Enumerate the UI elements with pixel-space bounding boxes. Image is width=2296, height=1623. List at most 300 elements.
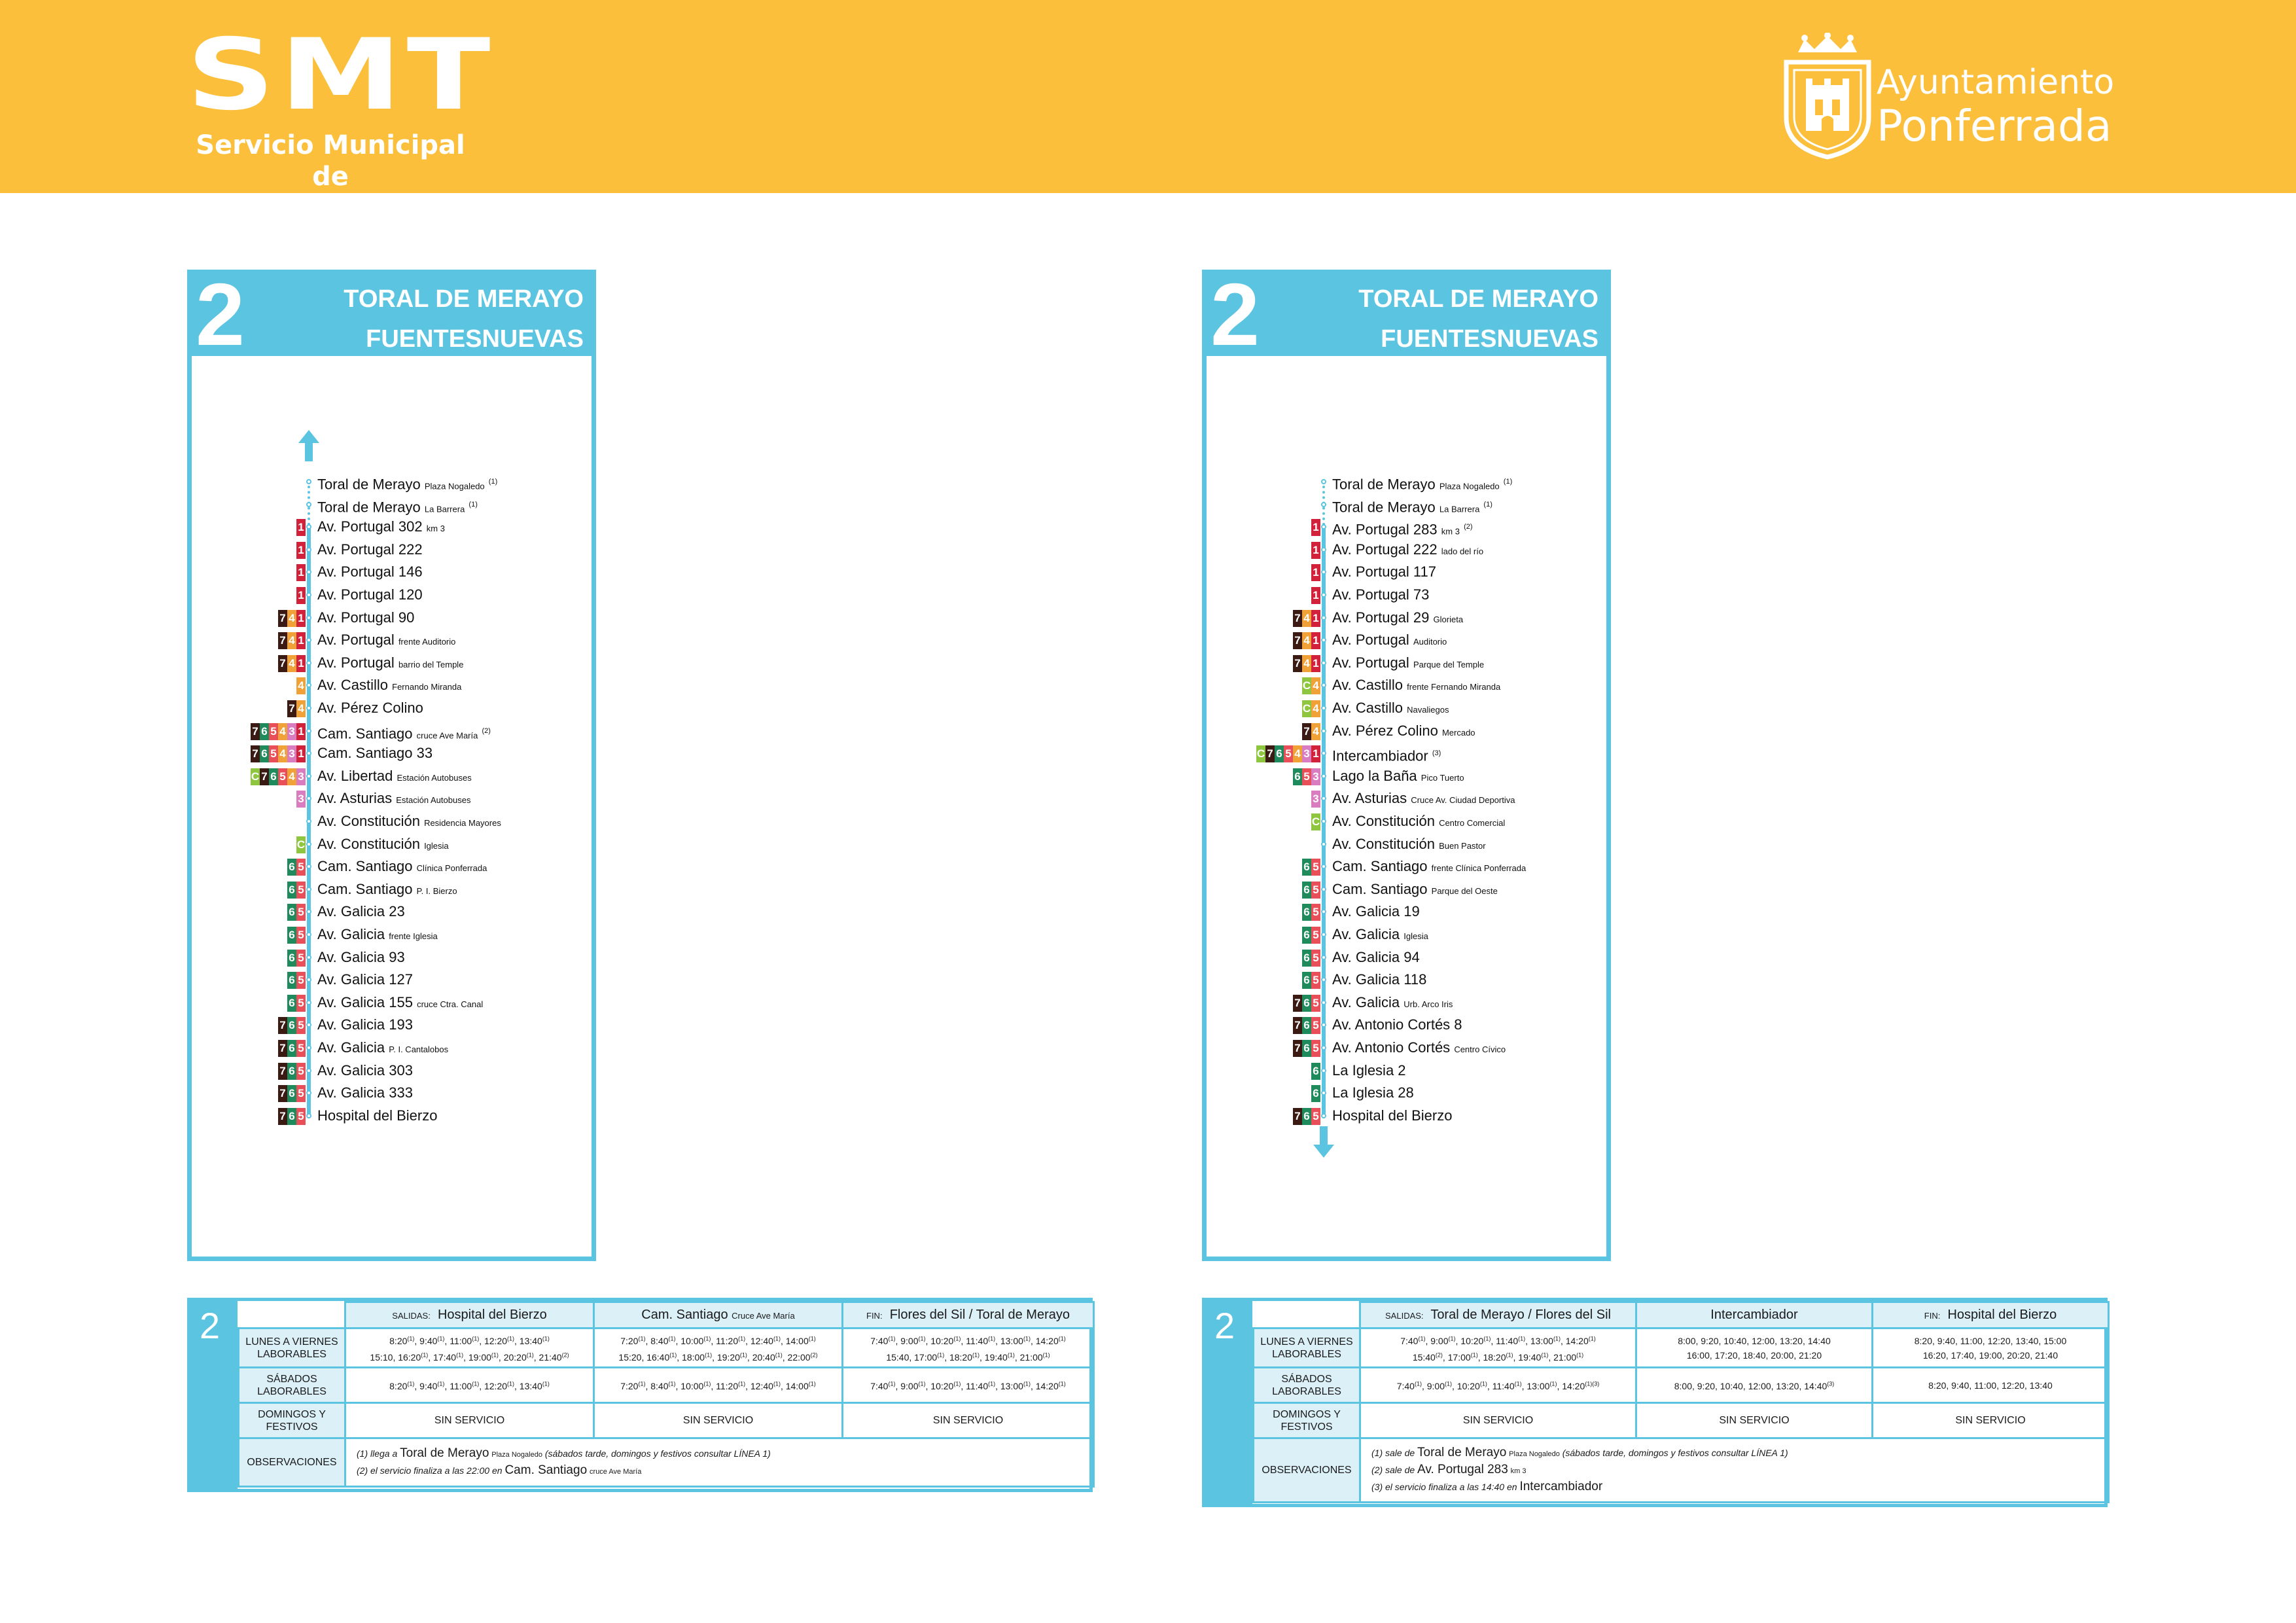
stop-marker <box>306 705 311 711</box>
row-label-saturdays: SÁBADOS LABORABLES <box>1254 1368 1360 1403</box>
stop-marker <box>1321 1022 1326 1027</box>
stop-row <box>1207 1105 1606 1127</box>
stop-name: Av. Galicia 23 <box>317 903 405 920</box>
stop-row <box>1207 652 1606 674</box>
line-badge-5: 5 <box>296 1017 306 1034</box>
line-badge-7: 7 <box>1293 1017 1302 1034</box>
stop-detail: Pico Tuerto <box>1421 772 1464 783</box>
stop-marker <box>306 1000 311 1005</box>
line-badge-C: C <box>1302 700 1311 717</box>
times-weekday: 8:00, 9:20, 10:40, 12:00, 13:20, 14:40 16:00, 17:20, 18:40, 20:00, 21:20 <box>1636 1329 1873 1368</box>
stop-marker <box>306 1090 311 1096</box>
line-badge-5: 5 <box>1311 972 1320 989</box>
stop-marker <box>306 842 311 847</box>
destination-1: TORAL DE MERAYO <box>1358 285 1598 313</box>
line-badge-4: 4 <box>287 610 296 627</box>
connecting-lines <box>1256 745 1320 762</box>
line-badge-5: 5 <box>1302 768 1311 785</box>
stop-name: Av. Constitución Buen Pastor <box>1332 835 1486 852</box>
line-badge-5: 5 <box>296 882 306 899</box>
stop-name: Av. Galicia 193 <box>317 1016 413 1033</box>
stop-row <box>1207 539 1606 561</box>
stop-marker <box>306 932 311 937</box>
column-header-departures: SALIDAS: Hospital del Bierzo <box>345 1302 594 1329</box>
stop-detail: Glorieta <box>1433 614 1464 624</box>
times-weekday: 8:20$^{(1)}$, 9:40$^{(1)}$, 11:00$^{(1)}$, 12:20$^{(1)}$, 13:40$^{(1)}$ 15:10, 16:20$^{(1)}$, 17:40$^{(1)}$, 19:00$^{(1)}$, 20:20$^{(1)}$, 21:40$^{(2)}$ <box>345 1329 594 1368</box>
stop-detail: Estación Autobuses <box>397 772 472 783</box>
route-panel-outbound <box>187 265 596 1261</box>
connecting-lines <box>1311 519 1320 536</box>
row-label-saturdays: SÁBADOS LABORABLES <box>239 1368 345 1403</box>
stop-detail: Parque del Temple <box>1413 659 1485 669</box>
stop-row <box>192 1037 592 1059</box>
stop-detail: Mercado <box>1441 727 1475 738</box>
stop-marker <box>1321 909 1326 914</box>
stop-name: Cam. Santiago 33 <box>317 745 433 762</box>
connecting-lines <box>296 677 306 694</box>
line-badge-3: 3 <box>1311 791 1320 808</box>
stop-name: Toral de Merayo La Barrera $^{(1)}$ <box>317 498 478 515</box>
stop-marker <box>306 592 311 597</box>
stop-marker <box>1321 864 1326 869</box>
row-label-observations: OBSERVACIONES <box>1254 1438 1360 1503</box>
stop-name: Cam. Santiago frente Clínica Ponferrada <box>1332 858 1527 875</box>
smt-wordmark: SMT <box>186 18 496 132</box>
stop-name: Av. Constitución Iglesia <box>317 835 449 852</box>
connecting-lines <box>287 904 306 921</box>
stop-marker <box>1321 1045 1326 1050</box>
council-name-line-2: Ponferrada <box>1877 101 2112 151</box>
times-saturday: 8:20, 9:40, 11:00, 12:20, 13:40 <box>1873 1368 2109 1403</box>
line-badge-7: 7 <box>1293 632 1302 649</box>
arrow-down-icon <box>1313 1126 1334 1161</box>
destination-1: TORAL DE MERAYO <box>344 285 584 313</box>
line-badge-6: 6 <box>287 1085 296 1102</box>
line-badge-6: 6 <box>1302 1108 1311 1125</box>
stop-name: Cam. Santiago Clínica Ponferrada <box>317 858 487 875</box>
destination-2: FUENTESNUEVAS <box>366 325 584 353</box>
stop-note: (1) <box>488 478 498 486</box>
line-badge-5: 5 <box>296 1040 306 1057</box>
stop-note: (2) <box>482 726 491 735</box>
line-badge-C: C <box>1302 677 1311 694</box>
stop-marker <box>1321 728 1326 734</box>
line-badge-7: 7 <box>278 1085 287 1102</box>
line-badge-7: 7 <box>278 655 287 672</box>
line-badge-3: 3 <box>296 791 306 808</box>
stop-row <box>1207 991 1606 1014</box>
line-badge-6: 6 <box>1275 745 1284 762</box>
stop-row <box>192 539 592 561</box>
line-badge-6: 6 <box>269 768 278 785</box>
observations <box>1360 1438 2109 1503</box>
row-label-weekdays: LUNES A VIERNES LABORABLES <box>239 1329 345 1368</box>
stop-marker <box>1321 502 1326 507</box>
stop-row <box>1207 697 1606 719</box>
stop-note: (1) <box>1503 478 1513 486</box>
connecting-lines <box>296 564 306 581</box>
stop-name: Av. Asturias Estación Autobuses <box>317 790 471 807</box>
stop-row <box>1207 742 1606 764</box>
stop-marker <box>306 751 311 756</box>
connecting-lines <box>1302 972 1320 989</box>
line-badge-4: 4 <box>287 632 296 649</box>
connecting-lines <box>1302 927 1320 944</box>
route-diagram <box>192 274 592 1257</box>
stop-name: Av. Portugal 73 <box>1332 586 1430 603</box>
observation-note: (2) sale de Av. Portugal 283 km 3 <box>1371 1462 1527 1476</box>
stop-name: Av. Galicia P. I. Cantalobos <box>317 1039 449 1056</box>
stop-marker <box>306 977 311 982</box>
line-badge-5: 5 <box>1311 1040 1320 1057</box>
row-label-observations: OBSERVACIONES <box>239 1438 345 1487</box>
line-badge-7: 7 <box>287 700 296 717</box>
line-badge-5: 5 <box>296 904 306 921</box>
stop-marker <box>1321 683 1326 688</box>
column-header-end: FIN: Flores del Sil / Toral de Merayo <box>843 1302 1094 1329</box>
line-badge-7: 7 <box>278 1063 287 1080</box>
stop-marker <box>306 774 311 779</box>
line-badge-4: 4 <box>1302 610 1311 627</box>
stop-note: (2) <box>1464 523 1473 531</box>
connecting-lines <box>1311 1063 1320 1080</box>
stop-detail: Urb. Arco Iris <box>1404 999 1453 1009</box>
stop-detail: cruce Ctra. Canal <box>417 999 484 1009</box>
line-badge-1: 1 <box>1311 587 1320 604</box>
row-label-sundays: DOMINGOS Y FESTIVOS <box>1254 1403 1360 1438</box>
stop-name: Av. Constitución Centro Comercial <box>1332 813 1506 829</box>
stop-name: Hospital del Bierzo <box>1332 1107 1453 1124</box>
stop-detail: Cruce Av. Ciudad Deportiva <box>1411 795 1515 806</box>
line-badge-4: 4 <box>1302 655 1311 672</box>
route-panel-return <box>1202 265 1611 1261</box>
stop-row <box>192 516 592 538</box>
stop-row <box>1207 584 1606 606</box>
line-badge-6: 6 <box>287 1063 296 1080</box>
stop-marker <box>1321 1000 1326 1005</box>
stop-row <box>192 493 592 516</box>
stop-note: (1) <box>468 500 478 508</box>
stop-detail: Iglesia <box>1404 931 1428 941</box>
stop-row <box>192 991 592 1014</box>
stop-name: Av. Portugal 29 Glorieta <box>1332 609 1464 626</box>
connecting-lines <box>1293 1108 1320 1125</box>
stop-detail: Iglesia <box>424 840 449 851</box>
stop-row <box>192 787 592 810</box>
column-header-end: FIN: Hospital del Bierzo <box>1873 1302 2109 1329</box>
stop-marker <box>1321 955 1326 960</box>
stop-note: (3) <box>1432 749 1441 758</box>
line-badge-7: 7 <box>1293 1040 1302 1057</box>
stop-row <box>192 810 592 832</box>
stop-detail: La Barrera <box>424 503 465 514</box>
smt-logo <box>186 18 496 255</box>
row-label-weekdays: LUNES A VIERNES LABORABLES <box>1254 1329 1360 1368</box>
line-badge-C: C <box>1256 745 1265 762</box>
connecting-lines <box>1311 813 1320 830</box>
stop-note: (1) <box>1483 500 1492 508</box>
stop-name: Av. Portugal 222 lado del río <box>1332 541 1484 558</box>
line-badge-6: 6 <box>287 882 296 899</box>
times-saturday: 7:40$^{(1)}$, 9:00$^{(1)}$, 10:20$^{(1)}$, 11:40$^{(1)}$, 13:00$^{(1)}$, 14:20$^{(1)}$ <box>843 1368 1094 1403</box>
line-badge-1: 1 <box>1311 610 1320 627</box>
line-badge-4: 4 <box>287 768 296 785</box>
stop-name: Av. Pérez Colino Mercado <box>1332 722 1475 739</box>
stop-marker <box>1321 547 1326 552</box>
line-badge-7: 7 <box>1265 745 1275 762</box>
connecting-lines <box>1302 882 1320 899</box>
line-badge-C: C <box>1311 813 1320 830</box>
stop-marker <box>1321 615 1326 620</box>
line-badge-4: 4 <box>287 655 296 672</box>
stop-marker <box>306 479 311 484</box>
stop-name: Toral de Merayo Plaza Nogaledo $^{(1)}$ <box>1332 476 1513 493</box>
times-saturday: 8:20$^{(1)}$, 9:40$^{(1)}$, 11:00$^{(1)}$, 12:20$^{(1)}$, 13:40$^{(1)}$ <box>345 1368 594 1403</box>
connecting-lines <box>1311 587 1320 604</box>
stop-row <box>1207 493 1606 516</box>
line-badge-6: 6 <box>1302 1017 1311 1034</box>
connecting-lines <box>1302 950 1320 967</box>
stop-marker <box>1321 796 1326 801</box>
stop-row <box>192 674 592 696</box>
line-badge-6: 6 <box>287 927 296 944</box>
line-badge-5: 5 <box>296 927 306 944</box>
line-badge-6: 6 <box>1302 972 1311 989</box>
stop-marker <box>306 819 311 824</box>
times-saturday: 7:40$^{(1)}$, 9:00$^{(1)}$, 10:20$^{(1)}$, 11:40$^{(1)}$, 13:00$^{(1)}$, $14:20^{(1)(3)}$ <box>1360 1368 1636 1403</box>
line-badge-7: 7 <box>251 745 260 762</box>
stop-name: Av. Portugal 302 km 3 <box>317 518 445 535</box>
stop-marker <box>306 569 311 575</box>
stop-name: Av. Galicia 127 <box>317 971 413 988</box>
times-weekday: 7:20$^{(1)}$, 8:40$^{(1)}$, 10:00$^{(1)}$, 11:20$^{(1)}$, 12:40$^{(1)}$, 14:00$^{(1)}$ 15:20, 16:40$^{(1)}$, 18:00$^{(1)}$, 19:20$^{(1)}$, 20:40$^{(1)}$, 22:00$^{(2)}$ <box>594 1329 843 1368</box>
stop-marker <box>306 615 311 620</box>
stop-detail: P. I. Cantalobos <box>389 1044 449 1054</box>
connecting-lines <box>1311 542 1320 559</box>
stop-detail: Buen Pastor <box>1439 840 1486 851</box>
schedule-table-outbound <box>187 1298 1093 1492</box>
connecting-lines <box>1311 564 1320 581</box>
stop-marker <box>1321 569 1326 575</box>
line-badge-5: 5 <box>1311 859 1320 876</box>
stop-name: Av. Galicia frente Iglesia <box>317 926 438 942</box>
line-badge-1: 1 <box>1311 542 1320 559</box>
stop-marker <box>1321 592 1326 597</box>
arrow-up-icon <box>298 430 319 465</box>
line-badge-4: 4 <box>278 745 287 762</box>
line-badge-5: 5 <box>296 1108 306 1125</box>
stop-detail: La Barrera <box>1439 503 1480 514</box>
line-badge-1: 1 <box>296 655 306 672</box>
connecting-lines <box>278 632 306 649</box>
line-badge-4: 4 <box>278 723 287 740</box>
stop-row <box>192 1105 592 1127</box>
stop-name: Av. Portugal 120 <box>317 586 423 603</box>
connecting-lines <box>1293 655 1320 672</box>
line-badge-5: 5 <box>1311 904 1320 921</box>
stop-name: Av. Galicia Iglesia <box>1332 926 1428 942</box>
stop-marker <box>306 502 311 507</box>
stop-row <box>192 742 592 764</box>
line-badge-3: 3 <box>1302 745 1311 762</box>
connecting-lines <box>287 972 306 989</box>
stop-row <box>192 697 592 719</box>
line-badge-6: 6 <box>287 950 296 967</box>
stop-row <box>1207 674 1606 696</box>
no-service: SIN SERVICIO <box>843 1403 1094 1438</box>
stop-name: Av. Galicia 94 <box>1332 948 1420 965</box>
stop-marker <box>1321 977 1326 982</box>
stop-row <box>1207 629 1606 651</box>
connecting-lines <box>278 655 306 672</box>
line-badge-6: 6 <box>287 972 296 989</box>
line-badge-5: 5 <box>269 723 278 740</box>
stop-row <box>192 652 592 674</box>
line-badge-5: 5 <box>296 859 306 876</box>
stop-marker <box>1321 751 1326 756</box>
stop-detail: Fernando Miranda <box>392 682 462 692</box>
stop-detail: P. I. Bierzo <box>416 885 457 896</box>
connecting-lines <box>278 1108 306 1125</box>
stop-row <box>1207 516 1606 538</box>
stop-name: Av. Pérez Colino <box>317 700 423 716</box>
stop-detail: Centro Comercial <box>1439 818 1506 828</box>
stop-name: Av. Constitución Residencia Mayores <box>317 813 501 829</box>
stop-marker <box>1321 932 1326 937</box>
stop-row <box>192 1082 592 1104</box>
line-badge-7: 7 <box>278 610 287 627</box>
stop-marker <box>306 683 311 688</box>
stop-row <box>1207 607 1606 629</box>
connecting-lines <box>287 950 306 967</box>
stop-marker <box>1321 819 1326 824</box>
stop-row <box>192 833 592 855</box>
stop-marker <box>306 637 311 643</box>
stop-marker <box>1321 524 1326 529</box>
line-badge-1: 1 <box>1311 745 1320 762</box>
stop-name: Av. Galicia 303 <box>317 1061 413 1079</box>
council-logo <box>1778 33 2119 164</box>
connecting-lines <box>287 995 306 1012</box>
line-badge-7: 7 <box>1302 723 1311 740</box>
stop-row <box>192 720 592 742</box>
stop-row <box>192 923 592 946</box>
stop-marker <box>306 1113 311 1118</box>
connecting-lines <box>1293 610 1320 627</box>
line-badge-1: 1 <box>1311 655 1320 672</box>
stop-row <box>1207 878 1606 901</box>
stop-row <box>1207 901 1606 923</box>
line-badge-6: 6 <box>287 995 296 1012</box>
line-badge-5: 5 <box>1311 882 1320 899</box>
stop-marker <box>306 796 311 801</box>
observations <box>345 1438 1094 1487</box>
stop-name: Av. Galicia 333 <box>317 1084 413 1101</box>
line-badge-5: 5 <box>1311 1017 1320 1034</box>
line-badge-5: 5 <box>1311 927 1320 944</box>
connecting-lines <box>287 700 306 717</box>
stop-row <box>192 584 592 606</box>
line-badge-7: 7 <box>278 1040 287 1057</box>
stop-marker <box>306 524 311 529</box>
stop-marker <box>306 864 311 869</box>
no-service: SIN SERVICIO <box>1873 1403 2109 1438</box>
column-header-midpoint: Intercambiador <box>1636 1302 1873 1329</box>
stop-name: Av. Portugal 117 <box>1332 563 1436 580</box>
line-badge-1: 1 <box>1311 564 1320 581</box>
stop-row <box>192 561 592 583</box>
stop-detail: Plaza Nogaledo <box>424 481 485 491</box>
stop-name: La Iglesia 2 <box>1332 1061 1406 1079</box>
stop-name: Av. Galicia Urb. Arco Iris <box>1332 993 1453 1010</box>
stop-detail: Parque del Oeste <box>1431 885 1498 896</box>
line-badge-4: 4 <box>1311 723 1320 740</box>
stop-name: Av. Galicia 155 cruce Ctra. Canal <box>317 993 484 1010</box>
line-badge-5: 5 <box>1311 995 1320 1012</box>
line-badge-5: 5 <box>296 950 306 967</box>
line-badge-6: 6 <box>287 859 296 876</box>
line-badge-4: 4 <box>296 700 306 717</box>
stop-name: Av. Castillo Fernando Miranda <box>317 677 462 694</box>
times-weekday: 7:40$^{(1)}$, 9:00$^{(1)}$, 10:20$^{(1)}$, 11:40$^{(1)}$, 13:00$^{(1)}$, 14:20$^{(1)}$ 15:40$^{(2)}$, 17:00$^{(1)}$, 18:20$^{(1)}$, 19:40$^{(1)}$, 21:00$^{(1)}$ <box>1360 1329 1636 1368</box>
stop-row <box>192 878 592 901</box>
line-badge-7: 7 <box>251 723 260 740</box>
line-badge-1: 1 <box>296 564 306 581</box>
stop-marker <box>306 1045 311 1050</box>
connecting-lines <box>1302 859 1320 876</box>
line-badge-6: 6 <box>287 1040 296 1057</box>
stop-row <box>1207 810 1606 832</box>
stop-detail: Residencia Mayores <box>424 818 501 828</box>
line-badge-5: 5 <box>1284 745 1293 762</box>
line-badge-6: 6 <box>1302 859 1311 876</box>
line-badge-5: 5 <box>296 1085 306 1102</box>
stop-name: Av. Portugal barrio del Temple <box>317 654 464 671</box>
stop-detail: Centro Cívico <box>1454 1044 1506 1054</box>
stop-detail: Clínica Ponferrada <box>416 863 487 874</box>
stop-row <box>1207 969 1606 991</box>
line-badge-1: 1 <box>296 587 306 604</box>
stop-name: La Iglesia 28 <box>1332 1084 1414 1101</box>
stop-marker <box>1321 705 1326 711</box>
times-weekday: 8:20, 9:40, 11:00, 12:20, 13:40, 15:00 16:20, 17:40, 19:00, 20:20, 21:40 <box>1873 1329 2109 1368</box>
line-badge-6: 6 <box>287 1017 296 1034</box>
council-name-line-1: Ayuntamiento <box>1877 63 2115 102</box>
stop-marker <box>306 728 311 734</box>
stop-row <box>1207 923 1606 946</box>
line-badge-6: 6 <box>260 745 269 762</box>
stop-row <box>192 901 592 923</box>
line-badge-7: 7 <box>1293 655 1302 672</box>
stop-detail: barrio del Temple <box>398 659 464 669</box>
stop-name: Av. Portugal 283 km 3 $^{(2)}$ <box>1332 521 1473 538</box>
stop-name: Av. Galicia 118 <box>1332 971 1427 988</box>
stop-row <box>192 471 592 493</box>
line-badge-7: 7 <box>1293 610 1302 627</box>
line-badge-5: 5 <box>296 1063 306 1080</box>
stop-row <box>192 607 592 629</box>
stop-detail: km 3 <box>1441 526 1460 537</box>
line-badge-1: 1 <box>1311 632 1320 649</box>
line-badge-1: 1 <box>1311 519 1320 536</box>
line-badge-3: 3 <box>287 723 296 740</box>
connecting-lines <box>296 519 306 536</box>
line-badge-5: 5 <box>296 995 306 1012</box>
stop-detail: frente Clínica Ponferrada <box>1431 863 1527 874</box>
stop-name: Av. Galicia 19 <box>1332 903 1420 920</box>
line-badge-4: 4 <box>1311 700 1320 717</box>
stop-row <box>1207 787 1606 810</box>
